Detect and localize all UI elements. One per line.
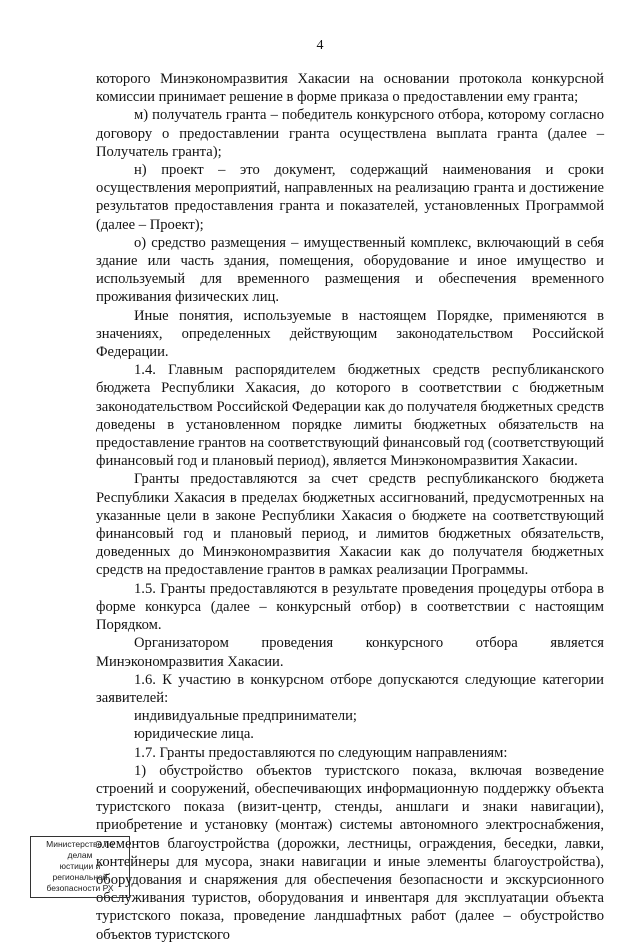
document-body [96,70,604,944]
stamp-line: юстиции и региональной [52,861,108,882]
paragraph: о) средство размещения – имущественный комплекс, включающий в себя здание или часть здания, помещения, оборудование и иное имущество и используемый для временного размещения и обеспечения временного проживания физических лиц. [96,234,604,306]
paragraph: 1.4. Главным распорядителем бюджетных средств республиканского бюджета Республики Хакасия, до которого в соответствии с бюджетным законодательством Российской Федерации как до получателя бюджетных средств доведены в установленном порядке лимиты бюджетных обязательств на предоставление грантов на соответствующий финансовый год (соответствующий финансовый год и плановый период), является Минэкономразвития Хакасии. [96,362,605,470]
paragraph: индивидуальные предприниматели; [134,708,357,725]
paragraph: н) проект – это документ, содержащий наименования и сроки осуществления мероприятий, направленных на реализацию гранта и достижение результатов предоставления гранта и показателей, установленных Программой (далее – Проект); [96,162,604,233]
stamp-line: безопасности РХ [46,883,114,893]
stamp-line: Министерство по делам [46,839,114,860]
paragraph: 1.7. Гранты предоставляются по следующим направлениям: [134,744,508,761]
paragraph: юридические лица. [134,726,254,743]
paragraph: Иные понятия, используемые в настоящем Порядке, применяются в значениях, определенных действующим законодательством Российской Федерации. [96,307,604,361]
paragraph: 1.5. Гранты предоставляются в результате проведения процедуры отбора в форме конкурса (далее – конкурсный отбор) в соответствии с настоящим Порядком. [96,580,604,634]
ministry-stamp [30,836,130,898]
paragraph: 1.6. К участию в конкурсном отборе допускаются следующие категории заявителей: [96,671,604,706]
paragraph: Гранты предоставляются за счет средств республиканского бюджета Республики Хакасия в пределах бюджетных ассигнований, предусмотренных на указанные цели в законе Республики Хакасия о бюджете на соответствующий финансовый год и плановый период, и лимитов бюджетных обязательств, доведенных до Минэкономразвития Хакасии как до получателя бюджетных средств на предоставление грантов в рамках реализации Программы. [96,471,604,579]
paragraph: 1) обустройство объектов туристского показа, включая возведение строений и сооружений, обеспечивающих информационную поддержку объекта туристского показа (визит-центр, стенды, аншлаги и знаки навигации), приобретение и установку (монтаж) системы автономного электроснабжения, элементов благоустройства (дорожки, лестницы, ограждения, беседки, лавки, контейнеры для мусора, знаки навигации и иные элементы благоустройства), оборудования и снаряжения для обеспечения безопасности и экскурсионного обслуживания туристов, оборудования и инвентаря для эксплуатации объекта туристского показа, проведение ландшафтных работ (далее – обустройство объектов туристского [96,762,604,943]
paragraph: Организатором проведения конкурсного отбора является Минэкономразвития Хакасии. [96,635,604,670]
page-number: 4 [316,38,324,53]
paragraph: м) получатель гранта – победитель конкурсного отбора, которому согласно договору о предоставлении гранта осуществлена выплата гранта (далее – Получатель гранта); [96,107,604,160]
paragraph: которого Минэкономразвития Хакасии на основании протокола конкурсной комиссии принимает решение в форме приказа о предоставлении ему гранта; [96,71,604,106]
